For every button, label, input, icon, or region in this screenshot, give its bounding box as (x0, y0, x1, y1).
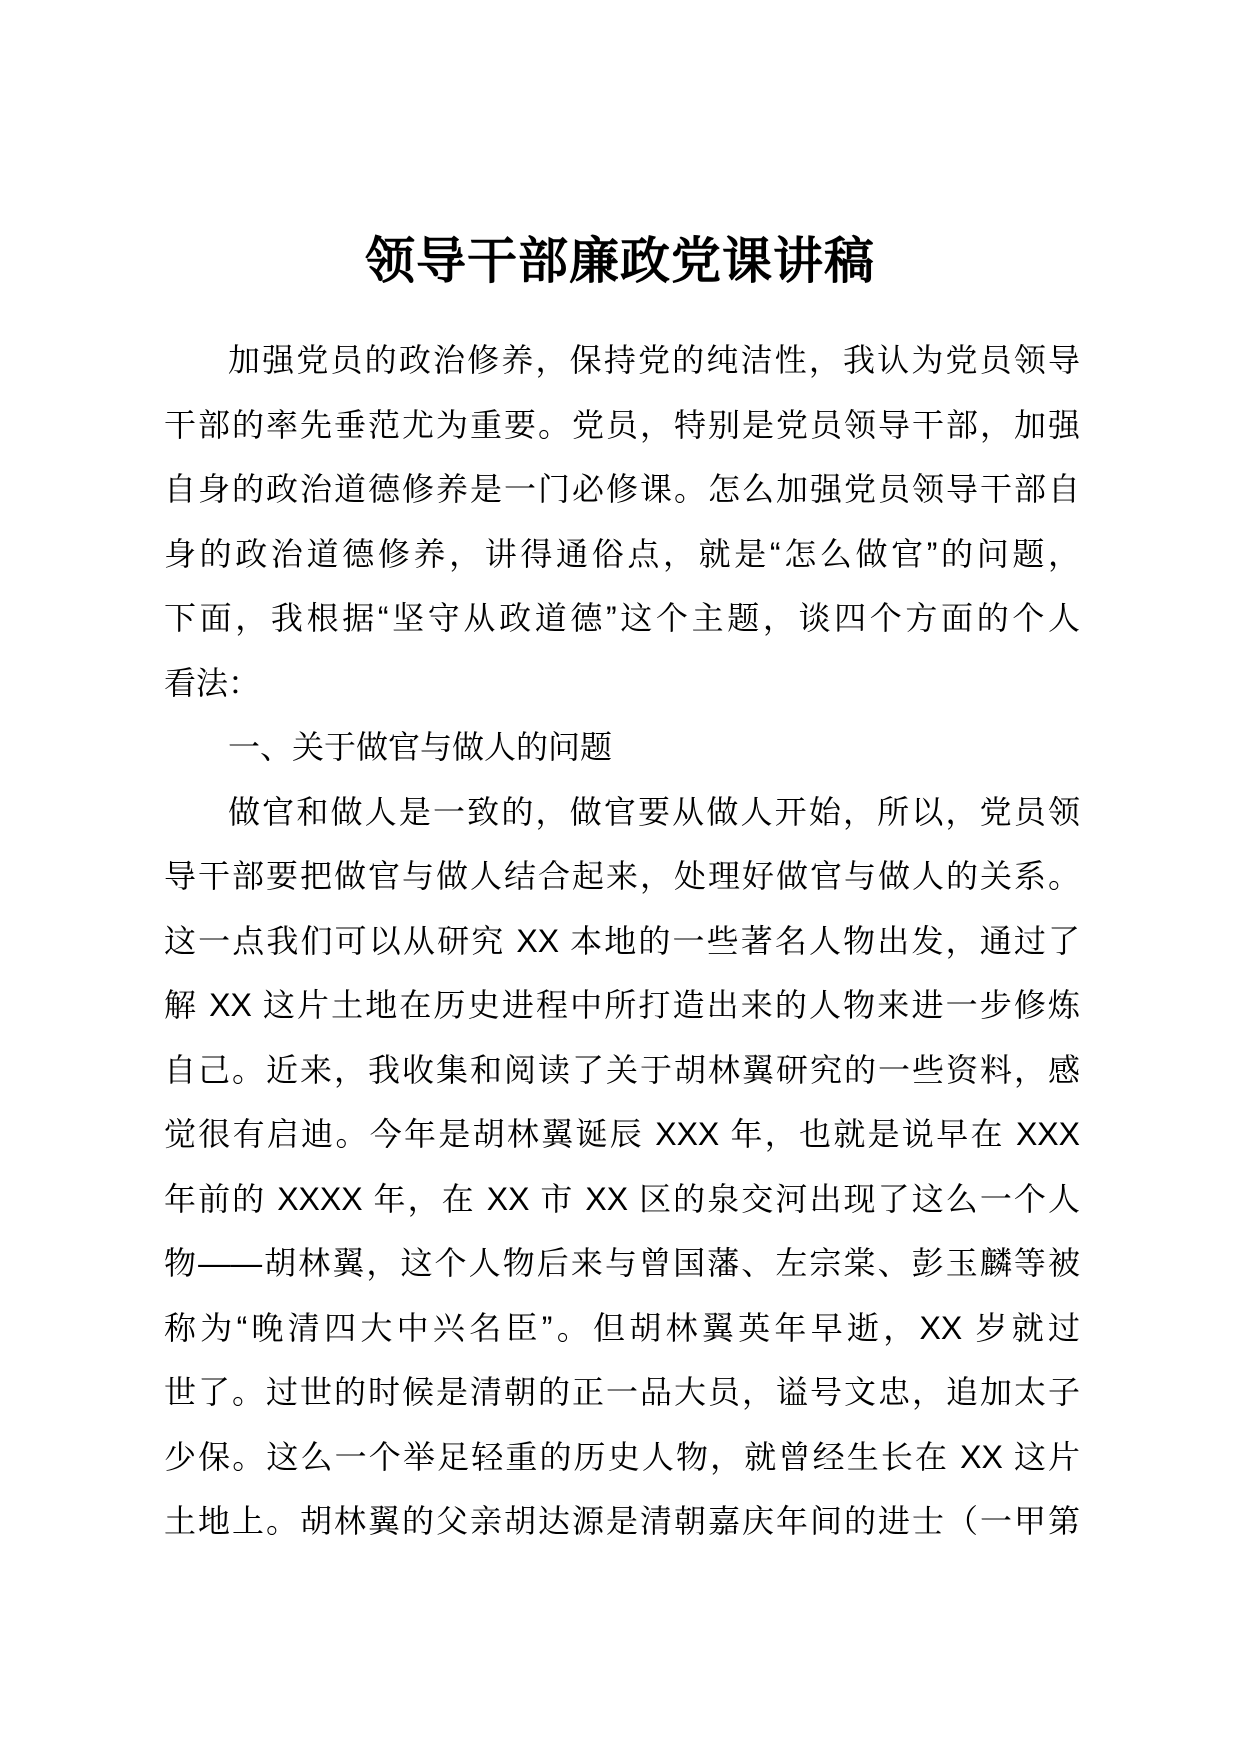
text-line: 这一点我们可以从研究 XX 本地的一些著名人物出发，通过了 (164, 922, 1080, 959)
text-line: 看法： (164, 664, 261, 701)
document-title: 领导干部廉政党课讲稿 (365, 232, 875, 289)
text-line: 觉很有启迪。今年是胡林翼诞辰 XXX 年，也就是说早在 XXX (164, 1116, 1080, 1152)
text-line: 干部的率先垂范尤为重要。党员，特别是党员领导干部，加强 (164, 406, 1080, 443)
text-line: 称为“晚清四大中兴名臣”。但胡林翼英年早逝，XX 岁就过 (164, 1309, 1080, 1346)
text-line: 解 XX 这片土地在历史进程中所打造出来的人物来进一步修炼 (164, 987, 1080, 1023)
paragraph-1 (164, 328, 1080, 715)
text-line: 加强党员的政治修养，保持党的纯洁性，我认为党员领导 (228, 342, 1080, 378)
text-line: 身的政治道德修养，讲得通俗点，就是“怎么做官”的问题， (164, 535, 1080, 572)
text-line: 土地上。胡林翼的父亲胡达源是清朝嘉庆年间的进士（一甲第 (164, 1503, 1080, 1539)
document-body (164, 328, 1080, 1554)
paragraph-2 (164, 780, 1080, 1554)
text-line: 世了。过世的时候是清朝的正一品大员，谥号文忠，追加太子 (164, 1374, 1080, 1410)
text-line: 物——胡林翼，这个人物后来与曾国藩、左宗棠、彭玉麟等被 (164, 1245, 1080, 1281)
text-line: 做官和做人是一致的，做官要从做人开始，所以，党员领 (228, 793, 1080, 830)
text-line: 自己。近来，我收集和阅读了关于胡林翼研究的一些资料，感 (164, 1051, 1080, 1088)
text-line: 下面，我根据“坚守从政道德”这个主题，谈四个方面的个人 (164, 600, 1080, 636)
text-line: 少保。这么一个举足轻重的历史人物，就曾经生长在 XX 这片 (164, 1438, 1080, 1475)
text-line: 自身的政治道德修养是一门必修课。怎么加强党员领导干部自 (164, 471, 1080, 507)
text-line: 年前的 XXXX 年，在 XX 市 XX 区的泉交河出现了这么一个人 (164, 1180, 1080, 1217)
section-heading: 一、关于做官与做人的问题 (228, 729, 613, 765)
text-line: 导干部要把做官与做人结合起来，处理好做官与做人的关系。 (164, 858, 1080, 894)
